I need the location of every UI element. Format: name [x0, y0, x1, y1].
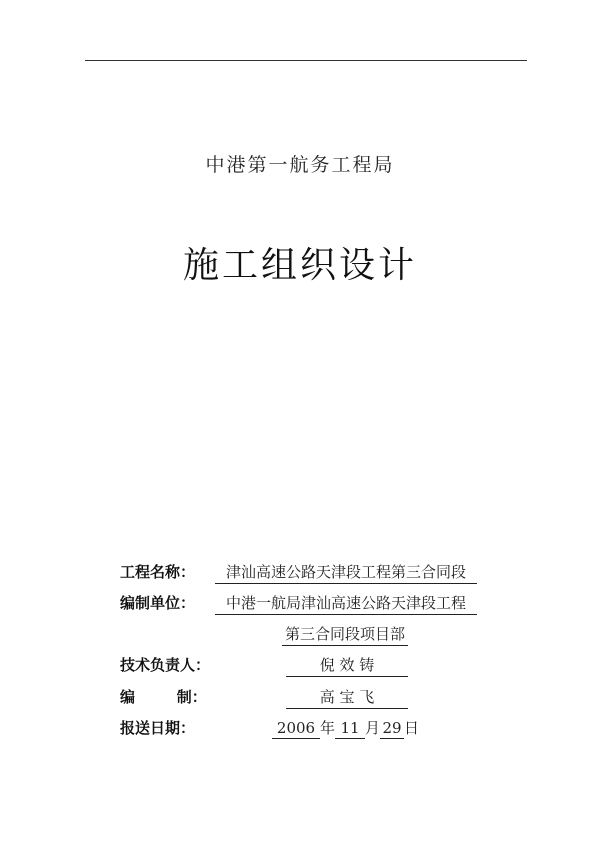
header-rule — [85, 60, 527, 61]
project-name-label: 工程名称： — [120, 563, 196, 581]
submit-date-value — [272, 717, 419, 739]
compiler-unit-value-line1: 中港一航局津汕高速公路天津段工程 — [215, 592, 477, 615]
submit-date-year: 2006 — [272, 719, 320, 739]
submit-date-year-unit: 年 — [320, 719, 336, 737]
submit-date-day-unit: 日 — [404, 719, 420, 737]
compiler-unit-label: 编制单位： — [120, 594, 196, 612]
submit-date-day: 29 — [380, 719, 404, 739]
submit-date-month: 11 — [335, 719, 365, 739]
submit-date-label: 报送日期： — [120, 719, 196, 737]
compiler-unit-value-line2: 第三合同段项目部 — [282, 623, 408, 646]
compiled-by-label: 编 制： — [120, 688, 207, 706]
project-name-value: 津汕高速公路天津段工程第三合同段 — [215, 561, 477, 584]
compiled-by-value: 高 宝 飞 — [286, 686, 408, 709]
tech-lead-label: 技术负责人： — [120, 656, 211, 674]
tech-lead-value: 倪 效 铸 — [286, 654, 408, 677]
document-title: 施工组织设计 — [182, 245, 417, 286]
organization-name: 中港第一航务工程局 — [205, 154, 395, 176]
submit-date-month-unit: 月 — [365, 719, 381, 737]
